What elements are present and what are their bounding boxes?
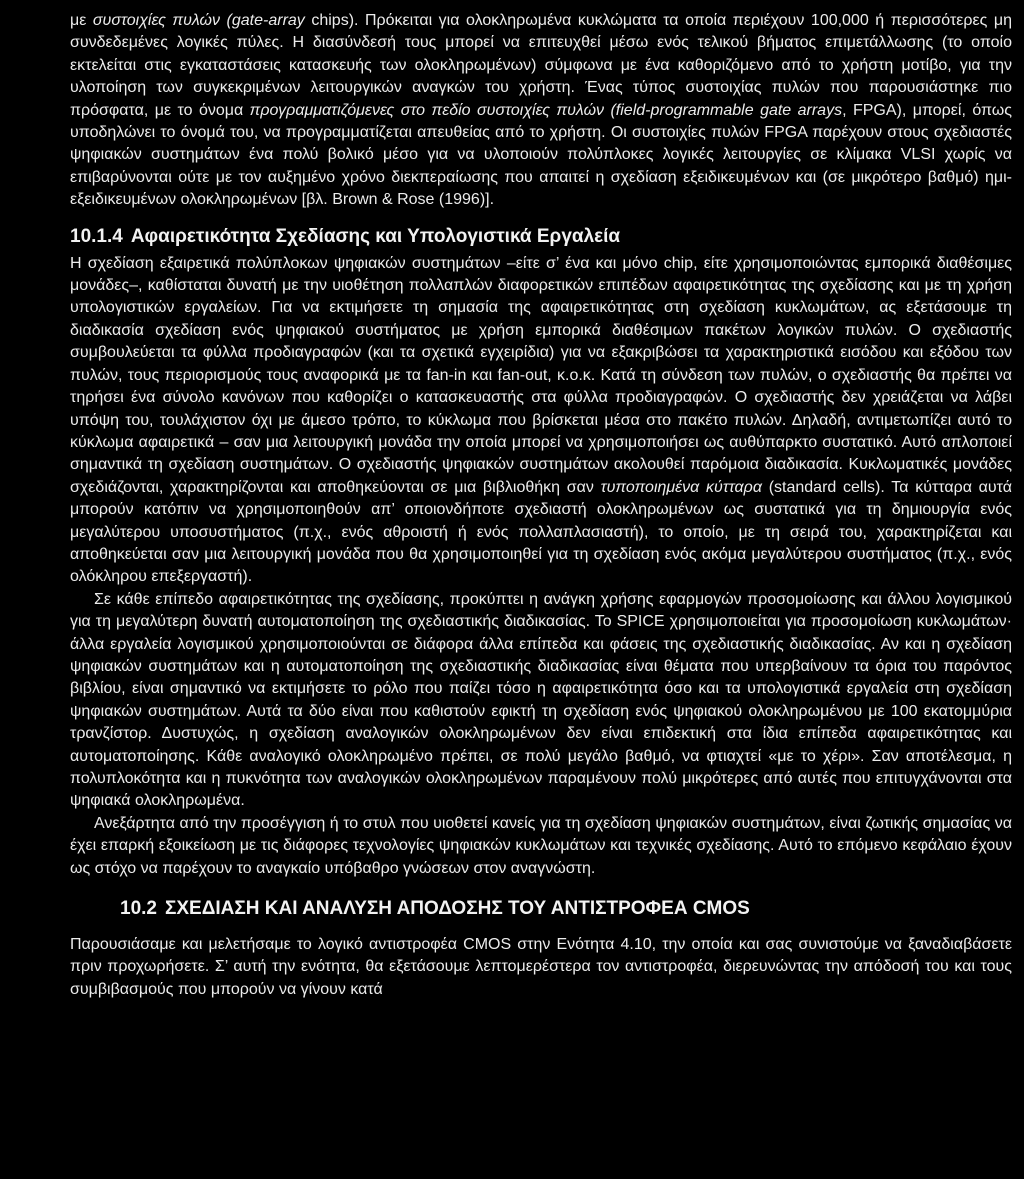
- intro-text-1: chips). Πρόκειται για ολοκληρωμένα κυκλώματα τα οποία περιέχουν 100,000 ή περισσότερες μη συνδεδεμένες λογικές πύλες. Η διασύνδεσή τους μπορεί να επιτευχθεί μέσω ενός τελικού βήματος επιμετάλλωσης (το οποίο εκτελείται στις εγκαταστάσεις κατασκευής των ολοκληρωμένων) σύμφωνα με ένα καθοριζόμενο από το χρήστη μοτίβο, για την υλοποίηση των συγκεκριμένων λειτουργικών αναγκών του χρήστη. Ένας τύπος συστοιχίας πυλών που παρουσιάστηκε πιο πρόσφατα, με το όνομα: [70, 12, 1013, 119]
- tools-paragraph: Σε κάθε επίπεδο αφαιρετικότητας της σχεδίασης, προκύπτει η ανάγκη χρήσης εφαρμογών προσομοίωσης και άλλου λογισμικού για τη μεγαλύτερη δυνατή αυτοματοποίηση της σχεδιαστικής διαδικασίας. Το SPICE χρησιμοποιείται για προσομοίωση κυκλωμάτων· άλλα εργαλεία λογισμικού χρησιμοποιούνται σε διάφορα άλλα επίπεδα και φάσεις της σχεδιαστικής διαδικασίας. Αν και η σχεδίαση ψηφιακών συστημάτων και η αυτοματοποίηση της σχεδιαστικής διαδικασίας είναι θέματα που υπερβαίνουν τα όρια του παρόντος βιβλίου, είναι σημαντικό να εκτιμήσετε το ρόλο που παίζει τόσο η αφαιρετικότητα όσο και τα υπολογιστικά εργαλεία στη σχεδίαση ψηφιακών συστημάτων. Αυτά τα δύο είναι που καθιστούν εφικτή τη σχεδίαση ενός ψηφιακού ολοκληρωμένου με 100 εκατομμύρια τρανζίστορ. Δυστυχώς, η σχεδίαση αναλογικών ολοκληρωμένων δεν είναι επιδεκτική στα ίδια επίπεδα αφαιρετικότητας και αυτοματοποίησης. Κάθε αναλογικό ολοκληρωμένο πρέπει, σε πολύ μεγάλο βαθμό, να φτιαχτεί «με το χέρι». Σαν αποτέλεσμα, η πολυπλοκότητα και η πυκνότητα των αναλογικών ολοκληρωμένων παραμένουν πολύ μικρότερες από αυτές που επιτυγχάνονται στα ψηφιακά ολοκληρωμένα.: [70, 590, 1012, 810]
- section-title: ΣΧΕΔΙΑΣΗ ΚΑΙ ΑΝΑΛΥΣΗ ΑΠΟΔΟΣΗΣ ΤΟΥ ΑΝΤΙΣΤΡΟΦΕΑ CMOS: [164, 898, 750, 920]
- abstraction-text-1: Η σχεδίαση εξαιρετικά πολύπλοκων ψηφιακών συστημάτων –είτε σ’ ένα και μόνο chip, είτε χρησιμοποιώντας εμπορικά διαθέσιμες μονάδες–, καθίσταται δυνατή με την υιοθέτηση πολλαπλών διαφορετικών επιπέδων αφαιρετικότητας της σχεδίασης και με τη χρήση υπολογιστικών εργαλείων. Για να εκτιμήσετε τη σημασία της αφαιρετικότητας στη σχεδίαση κυκλωμάτων, ας εξετάσουμε τη διαδικασία σχεδίαση ενός ψηφιακού συστήματος με χρήση εμπορικά διαθέσιμων πακέτων λογικών πυλών. Ο σχεδιαστής συμβουλεύεται τα φύλλα προδιαγραφών (και τα σχετικά εγχειρίδια) για να εξακριβώσει τα χαρακτηριστικά εισόδου και εξόδου των πυλών, τους περιορισμούς τους αναφορικά με τα fan-in και fan-out, κ.ο.κ. Κατά τη σύνδεση των πυλών, ο σχεδιαστής θα πρέπει να τηρήσει ένα σύνολο κανόνων που καθορίζει ο κατασκευαστής στα φύλλα προδιαγραφών. Ο σχεδιαστής δεν χρειάζεται να λάβει υπόψη του, τουλάχιστον όχι με άμεσο τρόπο, το κύκλωμα που βρίσκεται μέσα στο πακέτο πυλών. Δηλαδή, αντιμετωπίζει αυτό το κύκλωμα αφαιρετικά – σαν μια λειτουργική μονάδα την οποία μπορεί να χρησιμοποιήσει ως αυθύπαρκτο συστατικό. Αυτό απλοποιεί σημαντικά τη σχεδίαση συστημάτων. Ο σχεδιαστής ψηφιακών συστημάτων ακολουθεί παρόμοια διαδικασία. Κυκλωματικές μονάδες σχεδιάζονται, χαρακτηρίζονται και αποθηκεύονται σε μια βιβλιοθήκη σαν: [70, 254, 1012, 496]
- intro-lead: με: [70, 12, 93, 29]
- abstraction-text-2: (standard cells). Τα κύτταρα αυτά μπορούν κατόπιν να χρησιμοποιηθούν απ’ οποιονδήποτε σχεδιαστή ολοκληρωμένων ως συστατικά για τη δημιουργία ενός μεγαλύτερου υποσυστήματος (π.χ., ενός αθροιστή ή ενός πολλαπλασιαστή), το οποίο, με τη σειρά του, χαρακτηρίζεται και αποθηκεύεται σαν μια λειτουργική μονάδα που θα χρησιμοποιηθεί για τη σχεδίαση ενός ακόμα μεγαλύτερου συστήματος (π.χ., ενός ολόκληρου επεξεργαστή).: [70, 478, 1013, 586]
- section-heading: [70, 897, 1012, 921]
- cmos-paragraph: Παρουσιάσαμε και μελετήσαμε το λογικό αντιστροφέα CMOS στην Ενότητα 4.10, την οποία και σας συνιστούμε να ξαναδιαβάσετε πριν προχωρήσετε. Σ’ αυτή την ενότητα, θα εξετάσουμε λεπτομερέστερα τον αντιστροφέα, διερευνώντας την απόδοσή του και τους συμβιβασμούς που μπορούν να γίνουν κατά: [70, 936, 1012, 998]
- fpga-term: προγραμματιζόμενες στο πεδίο συστοιχίες πυλών (field-programmable gate arrays: [249, 101, 843, 119]
- gate-array-term: συστοιχίες πυλών (gate-array: [92, 12, 305, 29]
- intro-paragraph: [70, 10, 1012, 212]
- section-number: 10.2: [120, 898, 157, 920]
- subsection-title: Αφαιρετικότητα Σχεδίασης και Υπολογιστικά Εργαλεία: [130, 225, 621, 247]
- abstraction-paragraph: [70, 253, 1012, 589]
- standard-cells-term: τυποποιημένα κύτταρα: [600, 478, 762, 496]
- book-page: [70, 10, 1012, 1001]
- closing-paragraph: Ανεξάρτητα από την προσέγγιση ή το στυλ που υιοθετεί κανείς για τη σχεδίαση ψηφιακών συστημάτων, είναι ζωτικής σημασίας να έχει επαρκή εξοικείωση με τις διάφορες τεχνολογίες ψηφιακών κυκλωμάτων και τεχνικές σχεδίασης. Αυτό το επόμενο κεφάλαιο έχουν ως στόχο να παρέχουν το αναγκαίο υπόβαθρο γνώσεων στον αναγνώστη.: [70, 814, 1012, 877]
- subsection-number: 10.1.4: [70, 225, 123, 247]
- intro-text-2: , FPGA), μπορεί, όπως υποδηλώνει το όνομά του, να προγραμματίζεται απευθείας από το χρήστη. Οι συστοιχίες πυλών FPGA παρέχουν στους σχεδιαστές ψηφιακών συστημάτων ένα πολύ βολικό μέσο για να υλοποιούν πολύπλοκες λογικές λειτουργίες σε κλίμακα VLSI χωρίς να επιβαρύνονται ούτε με τον αυξημένο χρόνο διεκπεραίωσης που απαιτεί η σχεδίαση εξειδικευμένων και (σε μικρότερο βαθμό) ημι-εξειδικευμένων ολοκληρωμένων [βλ. Brown & Rose (1996)].: [70, 101, 1013, 209]
- subsection-heading: [70, 225, 1012, 249]
